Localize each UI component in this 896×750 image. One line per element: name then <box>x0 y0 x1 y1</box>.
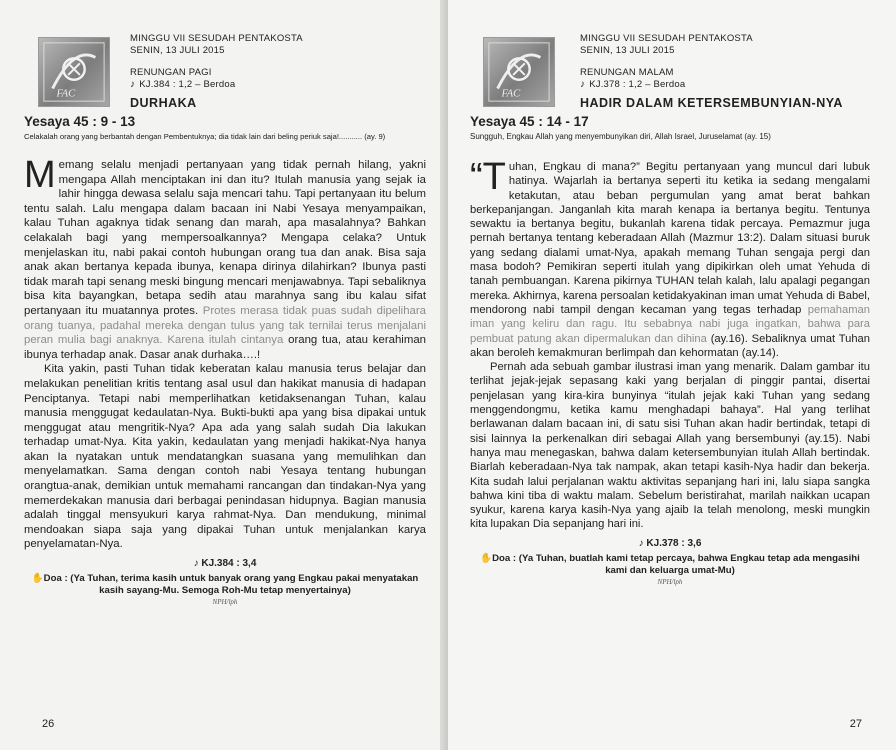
topic-title: HADIR DALAM KETERSEMBUNYIAN-NYA <box>580 96 843 110</box>
session-label: RENUNGAN PAGI <box>130 67 212 78</box>
faded-text: pemahaman iman yang keliru dan ragu. Itu sebabnya nabi juga ingatkan, bahwa para pembuat patung akan dipermalukan dan dihina <box>470 303 870 345</box>
closing-hymn <box>24 558 426 569</box>
closing-hymn-text: KJ.384 : 3,4 <box>201 558 257 570</box>
opening-hymn <box>580 79 843 91</box>
left-page-header <box>24 0 426 112</box>
author-signature: NPH/lph <box>657 577 683 586</box>
opening-hymn-text: KJ.378 : 1,2 – Berdoa <box>589 79 686 90</box>
scripture-reference: Yesaya 45 : 9 - 13 <box>24 114 136 129</box>
week-label: MINGGU VII SESUDAH PENTAKOSTA <box>580 33 753 44</box>
page-number: 26 <box>42 718 55 730</box>
publisher-logo-graphic <box>39 38 109 106</box>
prayer-text: Doa : (Ya Tuhan, terima kasih untuk banyak orang yang Engkau pakai menyatakan kasih sayang-Mu. Semoga Roh-Mu tetap menyertainya) <box>43 573 419 597</box>
devotion-body <box>24 154 427 552</box>
publisher-logo <box>38 37 110 107</box>
key-verse: Sungguh, Engkau Allah yang menyembunyikan diri, Allah Israel, Juruselamat (ay. 15) <box>470 132 771 141</box>
paragraph-text: uhan, Engkau di mana?” Begitu pertanyaan yang muncul dari lubuk hatinya. Wajarlah ia bertanya seperti itu ketika ia sedang mengalami ketakutan, atau beban pergumulan yang amat berat bahkan berkepanjangan. Janganlah kita marah kenapa ia bertanya begitu. Tentunya sewaktu ia bertanya begitu, bukanlah karena tidak percaya. Pemazmur juga pernah bertanya tentang keberadaan Allah (Mazmur 13:2). Dalam situasi buruk yang sedang dialami umat-Nya, apakah memang Tuhan sengaja pergi dan masa bodoh? Pemikiran seperti itulah yang dipikirkan oleh umat Yehuda di tanah pembuangan. Karena pikirnya TUHAN telah kalah, lalu apalagi pegangan mereka. Akhirnya, karena persoalan ketidakyakinan iman umat Yehuda di Babel, mendorong nabi tampil dengan kecaman yang tegas terhadap <box>470 161 870 316</box>
author-signature: NPH/lph <box>212 598 238 607</box>
topic-title: DURHAKA <box>130 96 197 110</box>
week-label: MINGGU VII SESUDAH PENTAKOSTA <box>130 33 303 44</box>
svg-text:FAC: FAC <box>501 87 521 100</box>
devotion-meta <box>130 33 303 110</box>
key-verse: Celakalah orang yang berbantah dengan Pembentuknya; dia tidak lain dari beling periuk saja!........... (ay. 9) <box>24 132 386 141</box>
session-label: RENUNGAN MALAM <box>580 67 674 78</box>
prayer <box>470 553 870 577</box>
publisher-logo-graphic <box>484 38 554 106</box>
faded-text: Protes merasa tidak puas sudah dipelihara orang tuanya, padahal mereka dengan tulus yang tak ternilai terus menjalani peran mulia bagi anaknya. Karena itulah cintanya <box>24 304 427 347</box>
music-note-icon: ♪ <box>193 558 202 570</box>
paragraph-text: (ay.16). Sebaliknya umat Tuhan akan beroleh kemakmuran berlimpah dan kehormatan (ay.14). <box>470 332 871 359</box>
devotion-body <box>470 156 871 532</box>
drop-cap: “T <box>470 156 506 198</box>
page-number: 27 <box>849 718 862 730</box>
scripture-reference: Yesaya 45 : 14 - 17 <box>470 114 589 129</box>
svg-text:FAC: FAC <box>56 87 76 100</box>
praying-hands-icon: ✋ <box>31 573 44 585</box>
devotion-meta <box>580 33 843 110</box>
publisher-logo <box>483 37 555 107</box>
paragraph <box>24 154 427 362</box>
music-note-icon: ♪ <box>638 537 647 549</box>
paragraph: Pernah ada sebuah gambar ilustrasi iman yang menarik. Dalam gambar itu terlihat jejak-jejak sepasang kaki yang berjalan di pinggir pantai, disertai penjelasan yang kira-kira bunyinya “itulah jejak kaki Tuhan yang sedang menggendongmu, ketika kamu menghadapi bahaya”. Hal yang terlihat berlawanan dalam bacaan ini, di satu sisi Tuhan akan hadir bertindak, tetapi di sisi lainnya Ia perkenalkan diri sebagai Allah yang bersembunyi (ay.15). Nabi hanya mau menegaskan, bahwa dalam ketersembunyian itulah Allah bertindak. Biarlah keberadaan-Nya tak nampak, akan tetapi kasih-Nya hadir dan bekerja. Kita sudah lalui perjalanan waktu aktivitas sepanjang hari ini, lalu siapa sangka bahwa kini tiba di waktu malam. Sebelum beristirahat, marilah naikkan ucapan syukur, karena karya kasih-Nya yang ajaib Ia telah menolong, meski mungkin kita lupakan Dia sepanjang hari ini. <box>470 361 870 531</box>
music-note-icon: ♪ <box>130 79 136 90</box>
paragraph <box>470 156 871 360</box>
right-page-header <box>470 0 870 112</box>
closing-hymn <box>470 538 870 549</box>
praying-hands-icon: ✋ <box>480 552 493 564</box>
date-label: SENIN, 13 JULI 2015 <box>130 45 225 56</box>
prayer-text: Doa : (Ya Tuhan, buatlah kami tetap percaya, bahwa Engkau tetap ada mengasihi kami dan keluarga umat-Mu) <box>492 552 860 576</box>
opening-hymn-text: KJ.384 : 1,2 – Berdoa <box>139 79 236 90</box>
prayer <box>24 573 426 597</box>
paragraph: Kita yakin, pasti Tuhan tidak keberatan kalau manusia terus belajar dan melakukan penelitian kritis tentang asal usul dan hakikat manusia di hadapan Penciptanya. Tetapi nabi memperlihatkan ketidaksenangan Tuhan, kalau manusia menggugat kedaulatan-Nya. Bukti-bukti apa yang bisa dipakai untuk menggugat atau mengritik-Nya? Apa ada yang salah sudah Dia lakukan terhadap umat-Nya. Kita yakin, kedaulatan yang menjadi hakikat-Nya hanya akan Ia nyatakan untuk mendatangkan suasana yang memulihkan dan menyelamatkan. Sama dengan contoh nabi Yesaya tentang hubungan orangtua-anak, demikian untuk memahami rancangan dan tindakan-Nya yang memerdekakan manusia dari berbagai penindasan hidupnya. Bagian manusia adalah tinggal mensyukuri karya rahmat-Nya. Dan mendukung, minimal mendoakan siapa saja yang dipakai Tuhan untuk menjalankan karya penyelamatan-Nya. <box>24 363 426 551</box>
date-label: SENIN, 13 JULI 2015 <box>580 45 675 56</box>
drop-cap: M <box>24 154 56 196</box>
opening-hymn <box>130 79 303 91</box>
music-note-icon: ♪ <box>580 79 586 90</box>
paragraph-text: emang selalu menjadi pertanyaan yang tidak pernah hilang, yakni mengapa Allah menciptakan ini dan itu? Itulah manusia yang sejak ia lahir hingga dewasa selalu saja mencari tahu. Tapi pertanyaan itu belum tentu salah. Lalu mengapa dalam bacaan ini Nabi Yesaya menyampaikan, kalau Tuhan agaknya tidak senang dan marah, apa masalahnya? Bahkan celakalah bagi yang mempersoalkannya? Mengapa celaka? Untuk menjelaskan itu, nabi pakai contoh hubungan orang tua dan anak. Bisa saja anak akan bertanya kepada ibunya, kenapa dirinya dilahirkan? Ibunya pasti tidak marah tapi senang meski bingung mencari menjawabnya. Tapi sebaliknya bisa kita bayangkan, betapa sedih atau marahnya sang ibu kalau sifat pertanyaan itu muatannya protes. <box>24 159 426 317</box>
right-page <box>448 0 896 750</box>
closing-hymn-text: KJ.378 : 3,6 <box>646 537 702 549</box>
paragraph-text: orang tua, atau kerahiman ibunya terhadap anak. Dasar anak durhaka….! <box>24 334 426 361</box>
